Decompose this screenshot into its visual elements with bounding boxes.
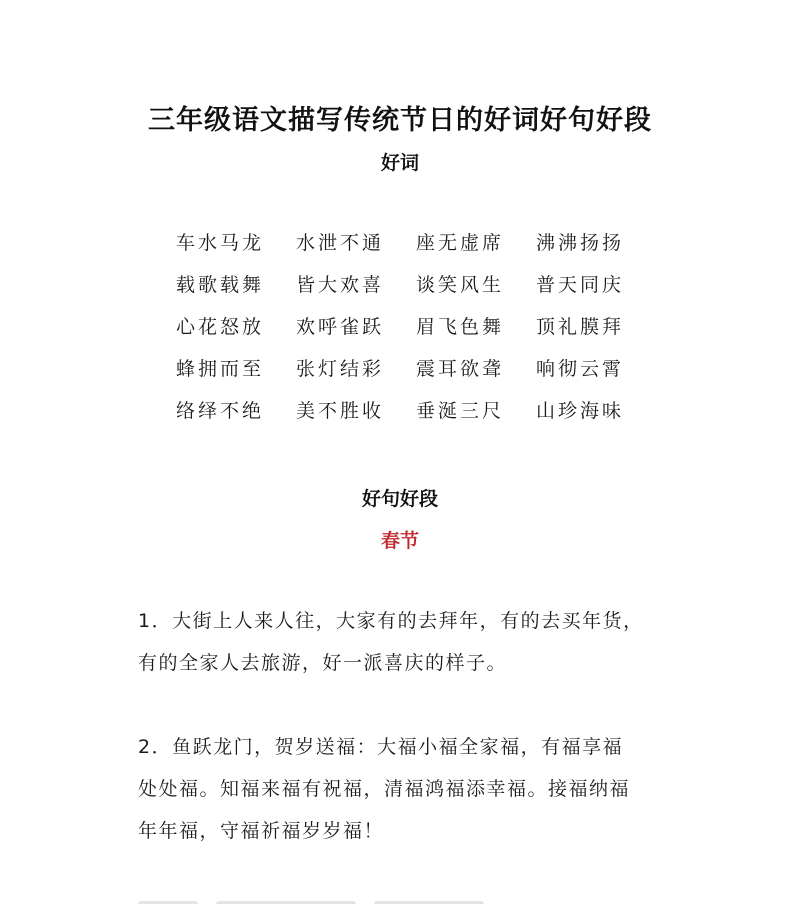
word-item: 普天同庆 [535,274,624,296]
word-item: 张灯结彩 [295,358,384,380]
cropped-next-line [138,892,658,904]
word-item: 响彻云霄 [535,358,624,380]
word-item: 沸沸扬扬 [535,232,624,254]
paragraph-line: 年年福，守福祈福岁岁福！ [138,820,385,842]
word-item: 山珍海味 [535,400,624,422]
word-item: 垂涎三尺 [415,400,504,422]
word-item: 皆大欢喜 [295,274,384,296]
word-item: 座无虚席 [415,232,504,254]
paragraph-line: 2．鱼跃龙门，贺岁送福：大福小福全家福，有福享福 [138,736,624,758]
document-title: 三年级语文描写传统节日的好词好句好段 [148,105,652,136]
good-words-grid [160,228,640,438]
word-item: 蜂拥而至 [175,358,264,380]
word-item: 顶礼膜拜 [535,316,624,338]
festival-heading-spring: 春节 [380,530,419,552]
word-item: 美不胜收 [295,400,384,422]
paragraph-line: 有的全家人去旅游，好一派喜庆的样子。 [138,652,508,674]
paragraph-2 [138,726,678,852]
paragraph-line: 1．大街上人来人往，大家有的去拜年，有的去买年货， [138,610,644,632]
word-item: 谈笑风生 [415,274,504,296]
word-item: 水泄不通 [295,232,384,254]
word-item: 车水马龙 [175,232,264,254]
word-item: 载歌载舞 [175,274,264,296]
word-item: 心花怒放 [175,316,264,338]
word-item: 眉飞色舞 [415,316,504,338]
word-item: 欢呼雀跃 [295,316,384,338]
good-words-heading: 好词 [380,152,419,174]
paragraph-line: 处处福。知福来福有祝福，清福鸿福添幸福。接福纳福 [138,778,631,800]
word-item: 震耳欲聋 [415,358,504,380]
good-sentences-heading: 好句好段 [361,488,438,510]
paragraph-1 [138,600,678,684]
word-item: 络绎不绝 [175,400,264,422]
